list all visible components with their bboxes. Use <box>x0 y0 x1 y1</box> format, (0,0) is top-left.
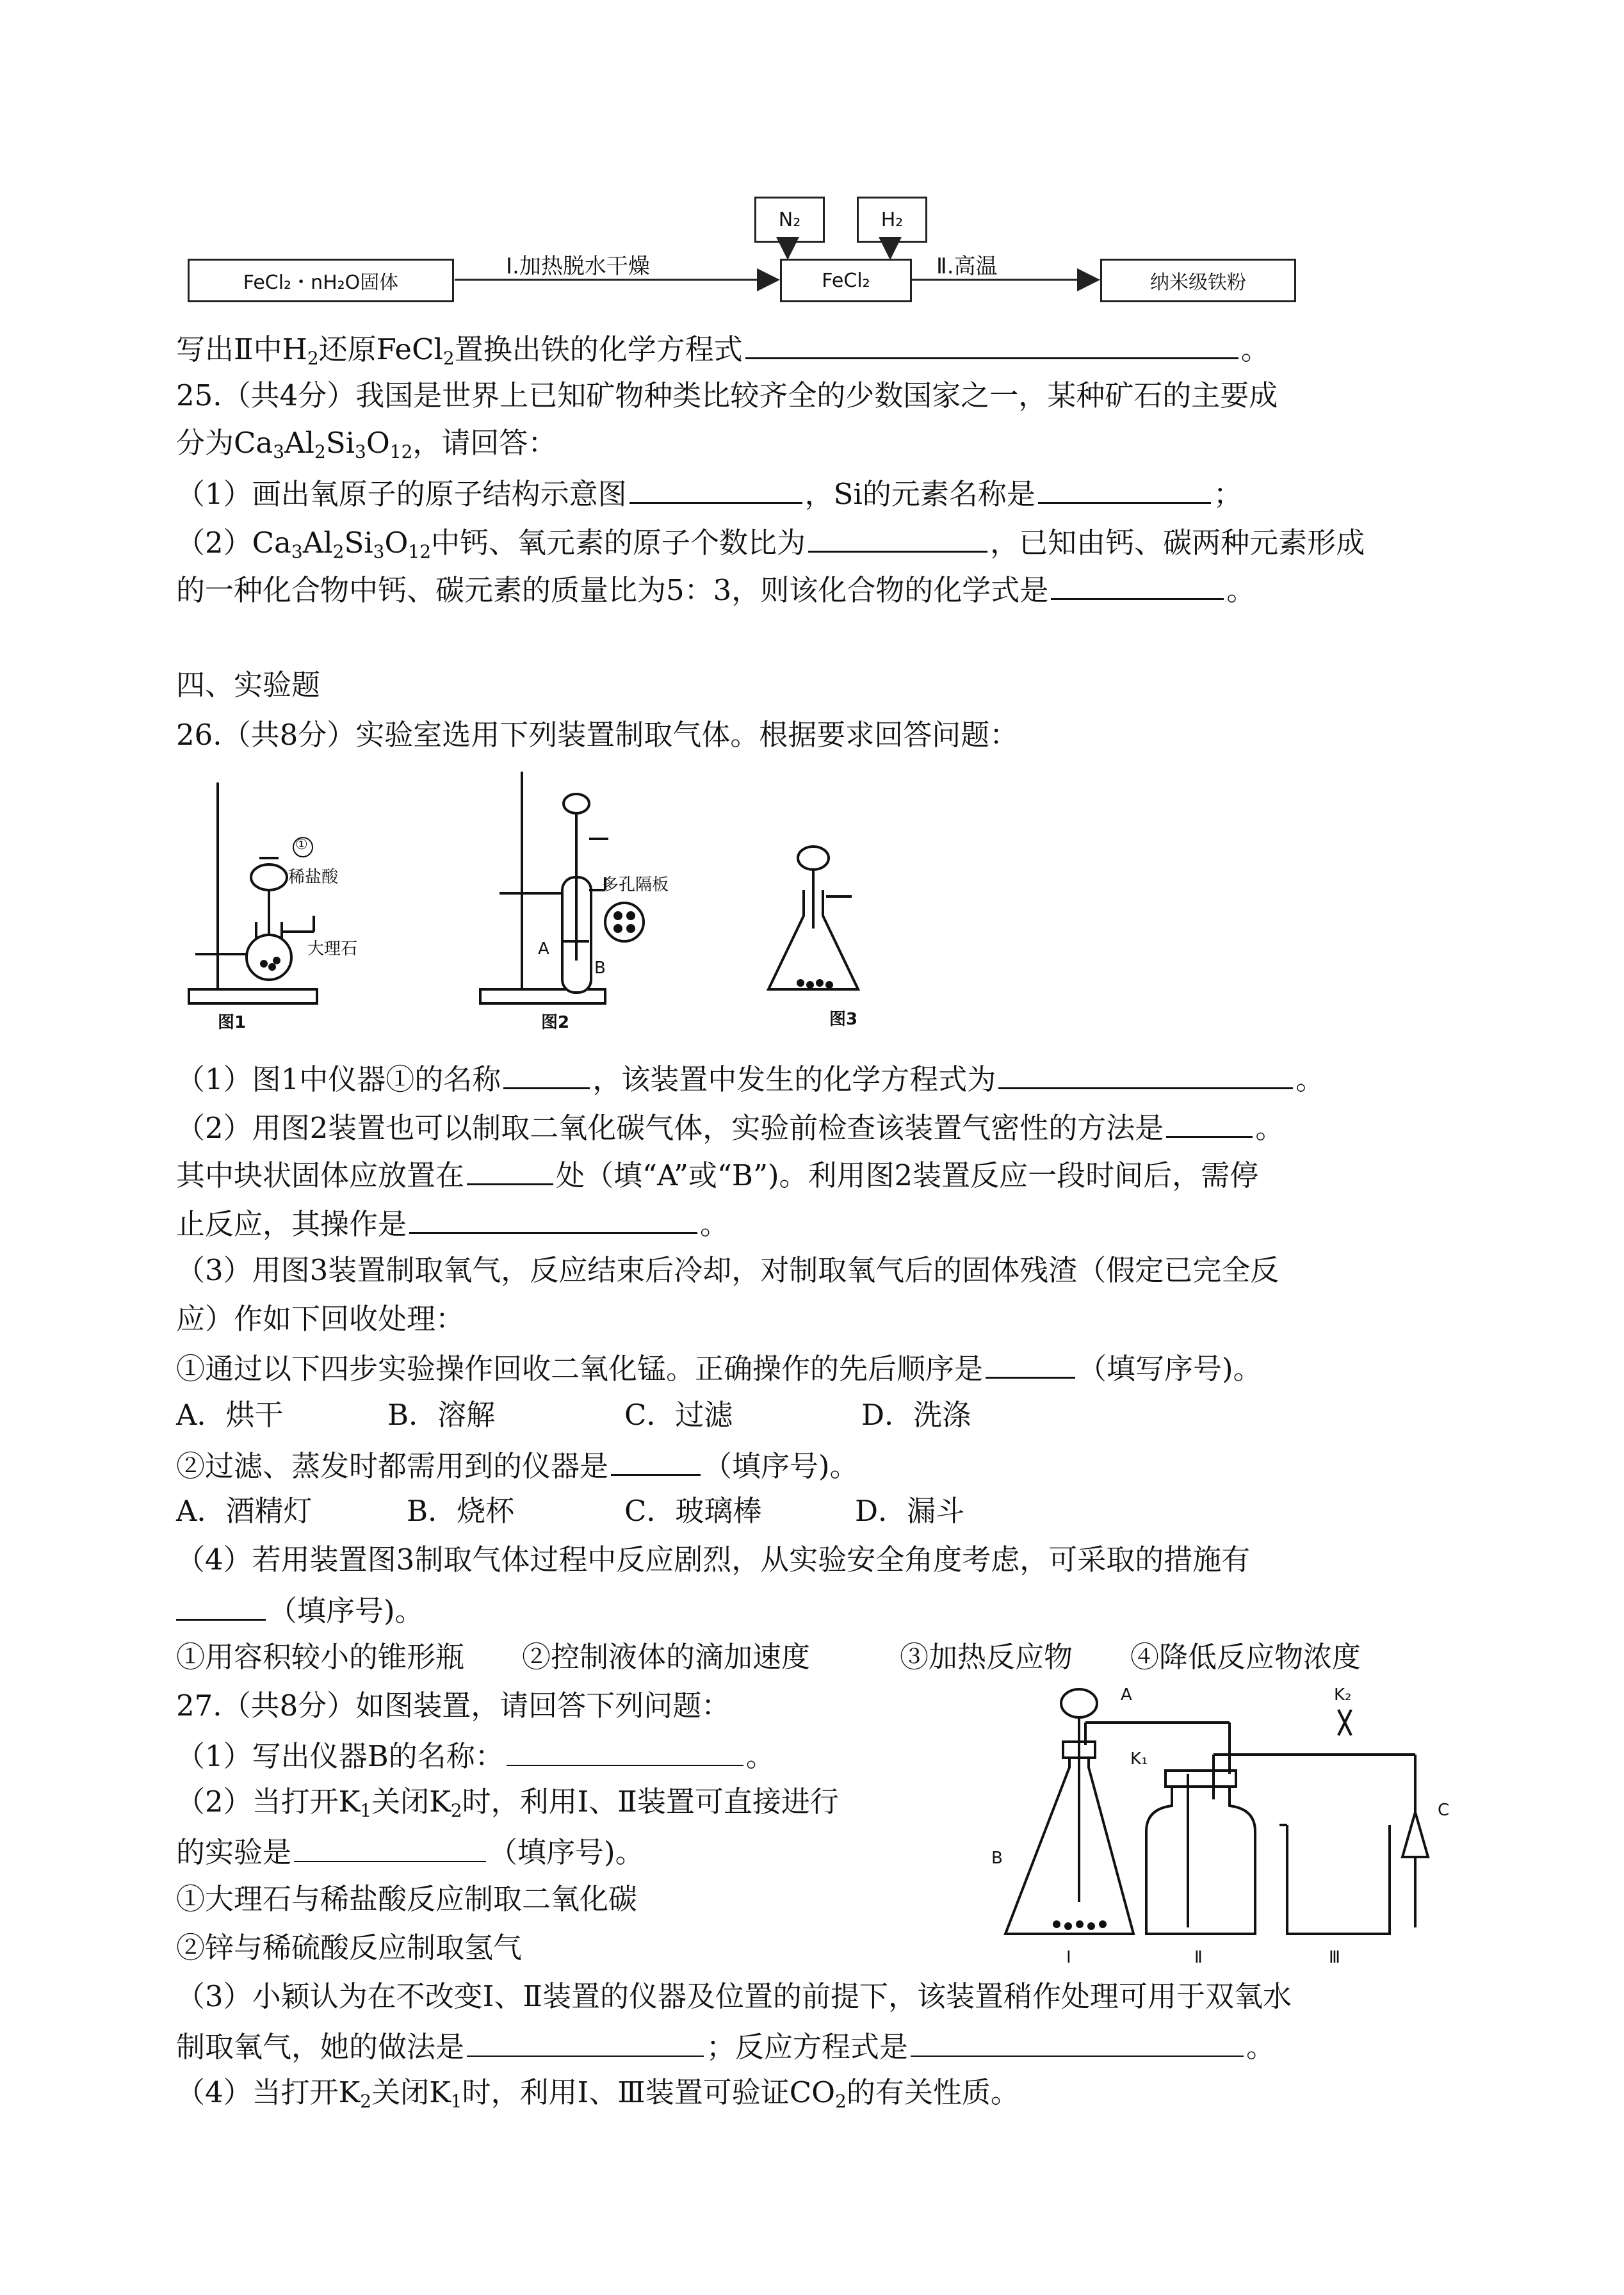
answer-blank[interactable] <box>467 1154 553 1185</box>
answer-blank[interactable] <box>294 1831 486 1862</box>
section-title: 四、实验题 <box>176 668 321 702</box>
answer-blank[interactable] <box>986 1347 1075 1379</box>
q27-fig-label-b: B <box>991 1849 1003 1868</box>
answer-blank[interactable] <box>1051 569 1224 600</box>
answer-blank[interactable] <box>503 1058 590 1089</box>
flow-box-h2: H₂ <box>857 197 927 243</box>
fig1-circle-number: ① <box>295 837 308 853</box>
q26-part3-line2: 应）作如下回收处理： <box>176 1302 465 1336</box>
q26-part1: （1）图1中仪器①的名称 ，该装置中发生的化学方程式为 。 <box>176 1058 1324 1099</box>
q27-fig-label-c: C <box>1438 1801 1450 1820</box>
answer-blank[interactable] <box>629 473 802 504</box>
q27-part3: （3）小颖认为在不改变Ⅰ、Ⅱ装置的仪器及位置的前提下，该装置稍作处理可用于双氧水 <box>176 1979 1292 2013</box>
answer-blank[interactable] <box>507 1735 743 1766</box>
q26-part2-line2: 其中块状固体应放置在 处（填“A”或“B”)。利用图2装置反应一段时间后，需停 <box>176 1154 1258 1195</box>
answer-blank[interactable] <box>745 328 1238 359</box>
fig2-b-label: B <box>594 959 606 978</box>
q26-intro: 26.（共8分）实验室选用下列装置制取气体。根据要求回答问题： <box>176 718 1019 752</box>
q27-fig-label-k1: K₁ <box>1130 1749 1148 1769</box>
flow-box-start: FeCl₂・nH₂O固体 <box>188 259 454 302</box>
q26-part3-step1: ①通过以下四步实验操作回收二氧化锰。正确操作的先后顺序是 （填写序号)。 <box>176 1347 1262 1388</box>
option: A．酒精灯 <box>176 1494 313 1528</box>
option: C．玻璃棒 <box>624 1494 762 1528</box>
fig3-caption: 图3 <box>829 1010 858 1029</box>
q26-options1 <box>176 1396 971 1434</box>
flow-box-end: 纳米级铁粉 <box>1100 259 1296 302</box>
q27-option1: ①大理石与稀盐酸反应制取二氧化碳 <box>176 1882 638 1916</box>
answer-blank[interactable] <box>808 521 987 553</box>
q25-intro: 25.（共4分）我国是世界上已知矿物种类比较齐全的少数国家之一，某种矿石的主要成 <box>176 378 1278 412</box>
q27-part2: （2）当打开$K_1$关闭$K_2$时，利用Ⅰ、Ⅱ装置可直接进行 <box>176 1785 839 1821</box>
flow-arrow2-label: Ⅱ.高温 <box>936 254 998 279</box>
option: C．过滤 <box>624 1398 733 1432</box>
answer-blank[interactable] <box>1166 1107 1253 1138</box>
q24-equation-line: 写出Ⅱ中$H_2$还原FeCl$_2$置换出铁的化学方程式 。 <box>176 328 1270 369</box>
measure-item: ③加热反应物 <box>900 1640 1073 1674</box>
measure-item: ①用容积较小的锥形瓶 <box>176 1640 465 1674</box>
q27-fig-label-k2: K₂ <box>1334 1685 1352 1705</box>
measure-item: ④降低反应物浓度 <box>1130 1640 1361 1674</box>
q26-part3-step2: ②过滤、蒸发时都需用到的仪器是 （填序号)。 <box>176 1445 859 1486</box>
q27-part4: （4）当打开$K_2$关闭$K_1$时，利用Ⅰ、Ⅲ装置可验证$CO_2$的有关性质。 <box>176 2075 1019 2112</box>
fig2-plate-label: 多孔隔板 <box>602 875 669 895</box>
option: A．烘干 <box>176 1398 284 1432</box>
flow-arrows <box>0 0 1624 333</box>
answer-blank[interactable] <box>467 2026 704 2057</box>
q27-part1: （1）写出仪器B的名称： 。 <box>176 1735 775 1776</box>
fig3-apparatus <box>768 847 858 989</box>
option: D．漏斗 <box>855 1494 965 1528</box>
q27-part2-line2: 的实验是 （填序号)。 <box>176 1831 644 1872</box>
q25-formula-line: 分为$Ca_3Al_2Si_3O_{12}$，请回答： <box>176 426 557 462</box>
q25-part1: （1）画出氧原子的原子结构示意图 ，Si的元素名称是 ； <box>176 473 1242 514</box>
answer-blank[interactable] <box>409 1203 697 1234</box>
q26-figures <box>0 768 961 1050</box>
q26-part2-line3: 止反应，其操作是 。 <box>176 1203 729 1244</box>
q27-option2: ②锌与稀硫酸反应制取氢气 <box>176 1931 523 1965</box>
q25-part2-cont: 的一种化合物中钙、碳元素的质量比为5：3，则该化合物的化学式是 。 <box>176 569 1255 610</box>
fig1-acid-label: 稀盐酸 <box>288 868 339 887</box>
option: B．溶解 <box>387 1398 496 1432</box>
q27-fig-label-a: A <box>1121 1685 1132 1705</box>
answer-blank[interactable] <box>176 1589 266 1621</box>
q26-part3: （3）用图3装置制取氧气，反应结束后冷却，对制取氧气后的固体残渣（假定已完全反 <box>176 1253 1279 1287</box>
q27-part3-line2: 制取氧气，她的做法是 ；反应方程式是 。 <box>176 2026 1275 2066</box>
q26-part4-line2: （填序号)。 <box>176 1589 424 1630</box>
answer-blank[interactable] <box>1038 473 1211 504</box>
measure-item: ②控制液体的滴加速度 <box>522 1640 811 1674</box>
q27-fig-label-i: Ⅰ <box>1066 1948 1071 1967</box>
flow-box-n2: N₂ <box>754 197 825 243</box>
q27-intro: 27.（共8分）如图装置，请回答下列问题： <box>176 1689 731 1723</box>
fig1-stone-label: 大理石 <box>307 939 358 959</box>
q27-apparatus-figure <box>986 1671 1450 1979</box>
flow-box-mid: FeCl₂ <box>780 259 912 302</box>
q26-part4: （4）若用装置图3制取气体过程中反应剧烈，从实验安全角度考虑，可采取的措施有 <box>176 1543 1251 1577</box>
option: D．洗涤 <box>861 1398 971 1432</box>
q26-options2 <box>176 1492 964 1530</box>
fig2-a-label: A <box>538 939 549 959</box>
fig1-apparatus <box>189 783 317 1003</box>
q26-measures <box>176 1638 1361 1676</box>
answer-blank[interactable] <box>611 1445 701 1476</box>
q27-fig-label-iii: Ⅲ <box>1329 1948 1340 1967</box>
flow-arrow1-label: Ⅰ.加热脱水干燥 <box>506 254 650 279</box>
option: B．烧杯 <box>407 1494 515 1528</box>
answer-blank[interactable] <box>998 1058 1293 1089</box>
fig2-caption: 图2 <box>541 1013 570 1032</box>
q26-part2: （2）用图2装置也可以制取二氧化碳气体，实验前检查该装置气密性的方法是 。 <box>176 1107 1284 1148</box>
fig1-caption: 图1 <box>218 1013 247 1032</box>
answer-blank[interactable] <box>911 2026 1244 2057</box>
q27-fig-label-ii: Ⅱ <box>1194 1948 1203 1967</box>
q25-part2: $(2)Ca_3Al_2Si_3O_{12}$中钙、氧元素的原子个数比为 ，已知由钙、碳两种元素形成 <box>176 521 1365 562</box>
